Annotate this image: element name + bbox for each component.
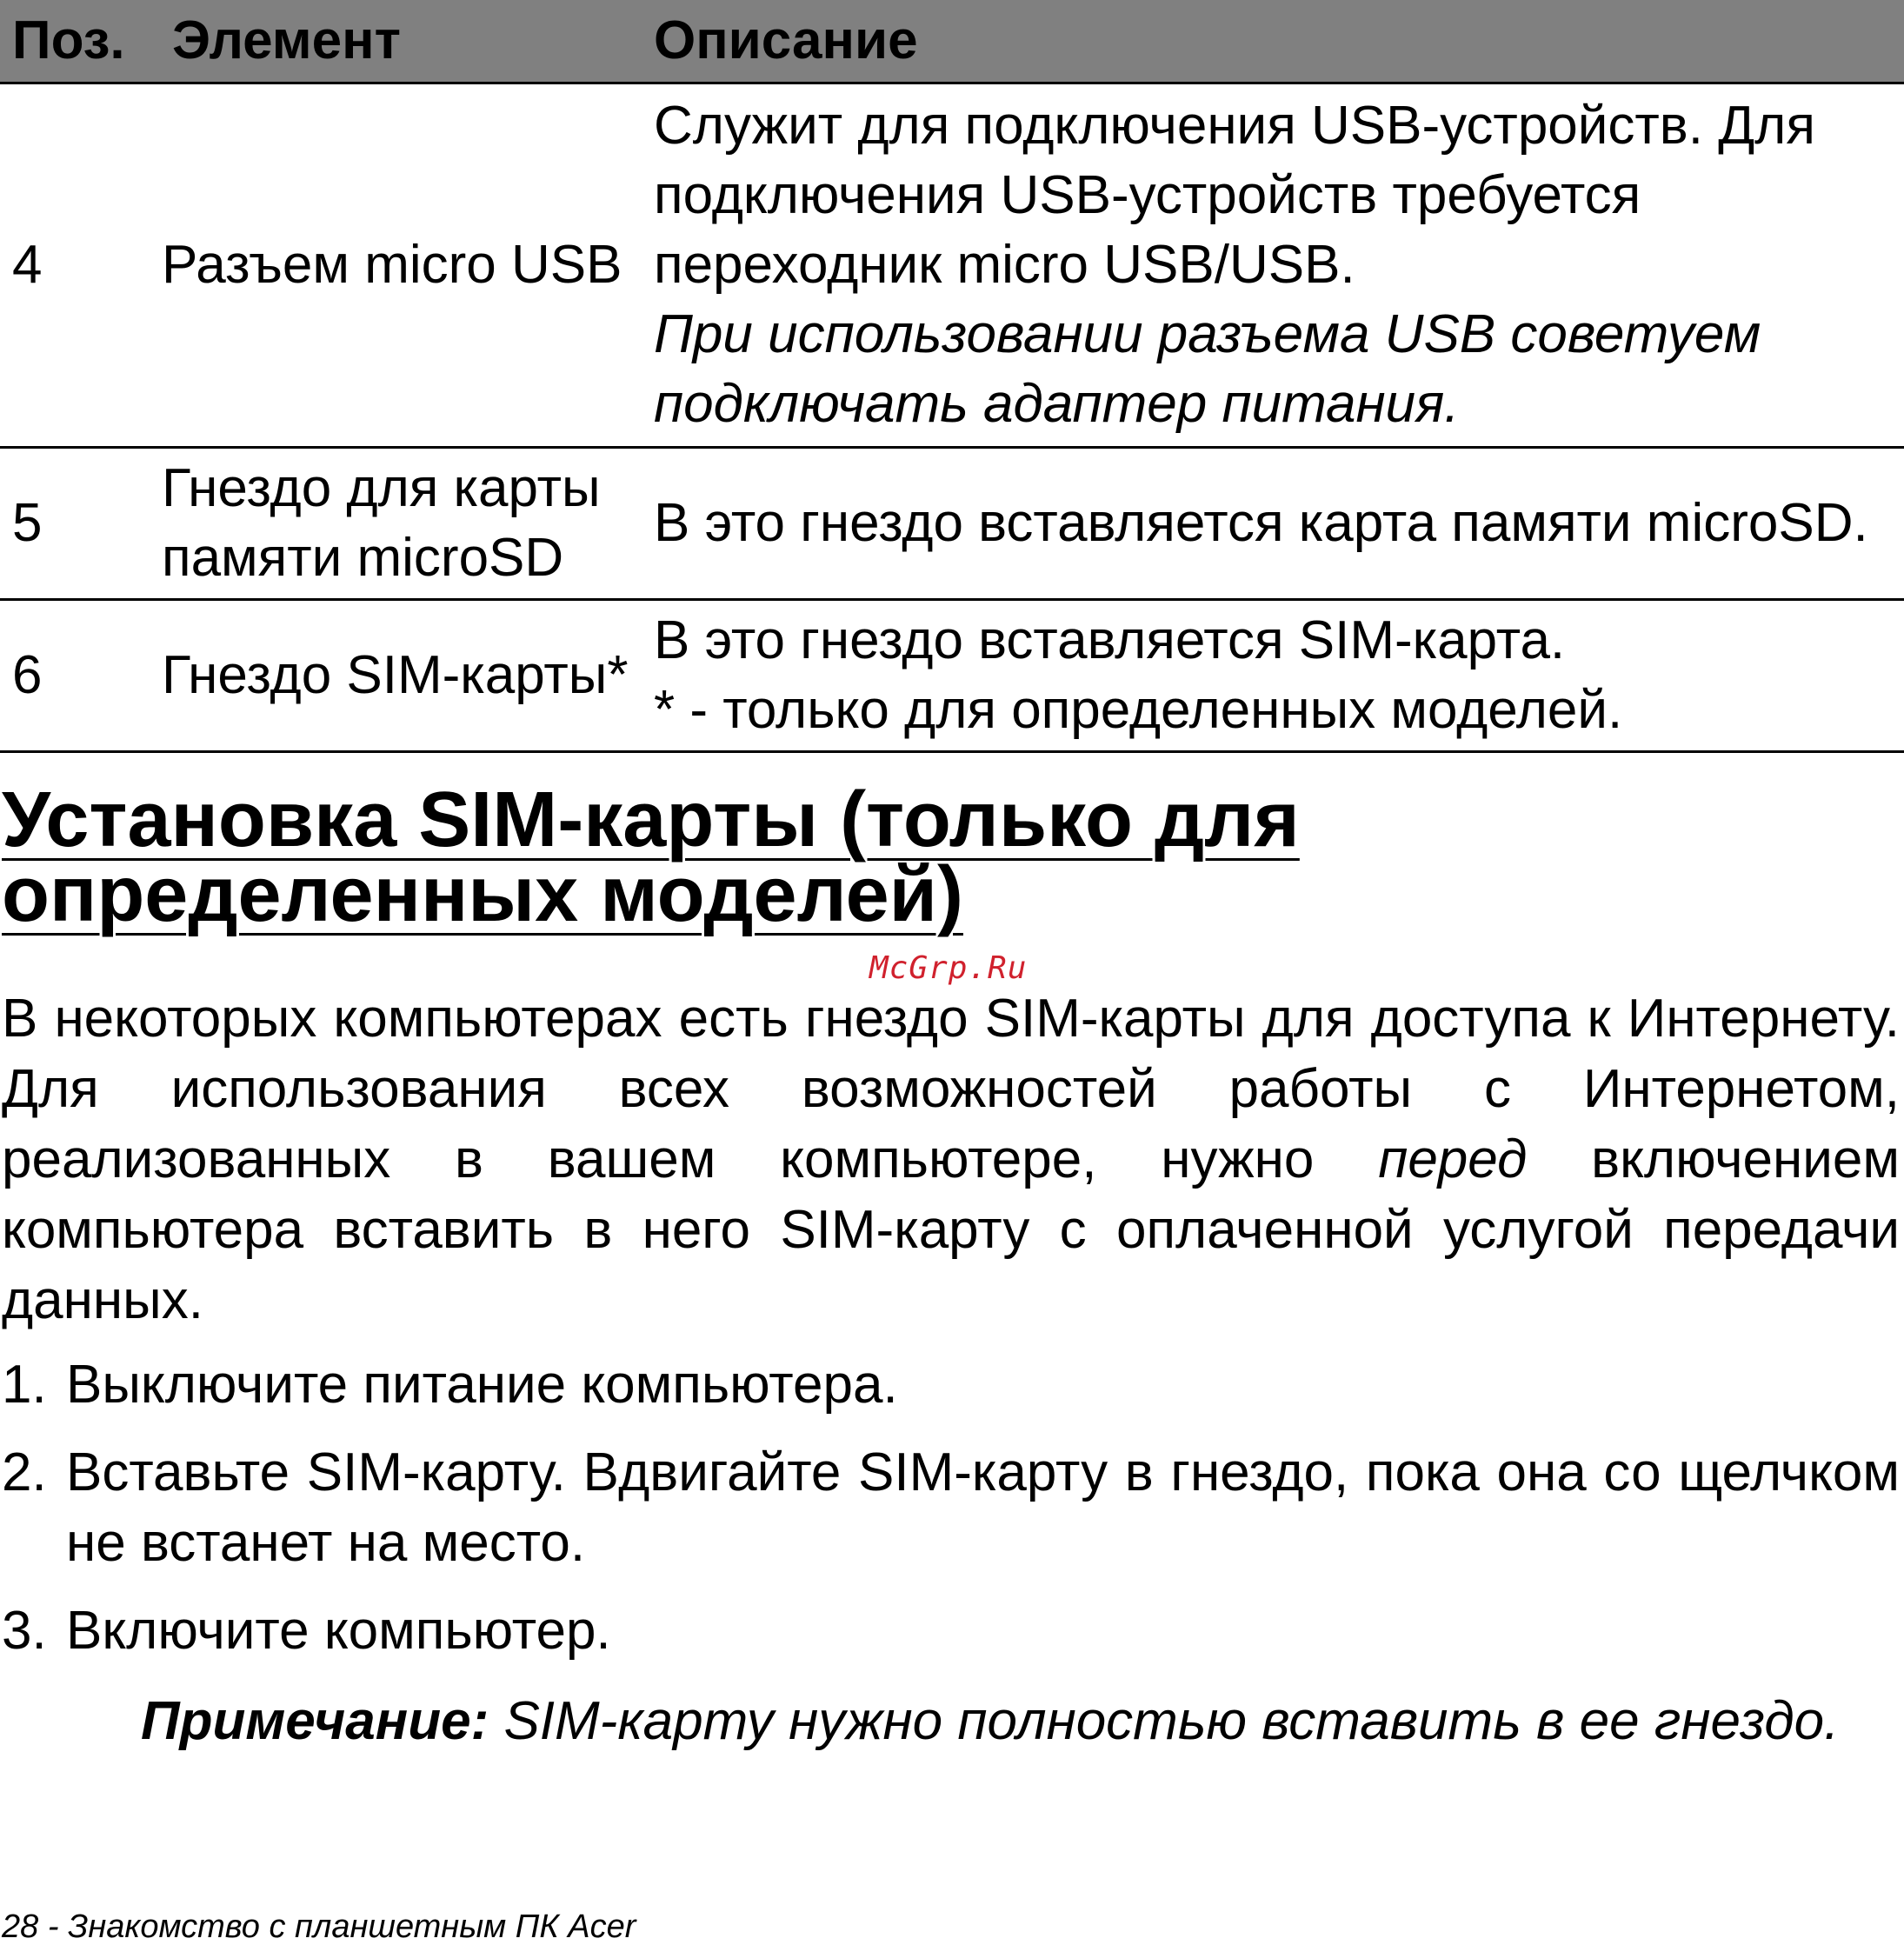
step-number: 1. — [2, 1355, 47, 1415]
row-pos: 5 — [0, 448, 162, 600]
description-note: При использовании разъема USB советуем подключать адаптер питания. — [654, 304, 1761, 434]
page-footer: 28 - Знакомство с планшетным ПК Acer — [2, 1908, 636, 1945]
header-element: Элемент — [162, 0, 654, 83]
table-row — [0, 600, 1904, 752]
row-description: В это гнездо вставляется карта памяти microSD. — [654, 448, 1904, 600]
list-item — [2, 1437, 1900, 1578]
step-number: 3. — [2, 1601, 47, 1661]
table-row — [0, 448, 1904, 600]
note-label: Примечание: — [141, 1691, 489, 1751]
row-description — [654, 83, 1904, 448]
description-footnote: * - только для определенных моделей. — [654, 680, 1623, 740]
watermark-link[interactable]: McGrp.Ru — [869, 950, 1028, 986]
header-pos: Поз. — [0, 0, 162, 83]
step-number: 2. — [2, 1442, 47, 1502]
table-row — [0, 83, 1904, 448]
description-text: Служит для подключения USB-устройств. Для подключения USB-устройств требуется переходник micro USB/USB. — [654, 96, 1815, 295]
intro-text-end: включением компьютера вставить в него SIM-карту с оплаченной услугой передачи данных. — [2, 1129, 1900, 1330]
row-element: Разъем micro USB — [162, 83, 654, 448]
header-description: Описание — [654, 0, 1904, 83]
note-paragraph — [141, 1686, 1900, 1756]
table-header-row — [0, 0, 1904, 83]
row-pos: 6 — [0, 600, 162, 752]
step-text: Включите компьютер. — [66, 1601, 611, 1661]
ports-table — [0, 0, 1904, 753]
step-text: Выключите питание компьютера. — [66, 1355, 898, 1415]
list-item — [2, 1349, 1900, 1420]
intro-text-start: В некоторых компьютерах есть гнездо SIM-карты для доступа к Интернету. Для использования всех возможностей работы с Интернетом, реализованных в вашем компьютере, нужно — [2, 989, 1900, 1189]
row-element: Гнездо для карты памяти microSD — [162, 448, 654, 600]
step-text: Вставьте SIM-карту. Вдвигайте SIM-карту в гнездо, пока она со щелчком не встанет на место. — [66, 1442, 1900, 1573]
section-heading — [2, 776, 1332, 938]
list-item — [2, 1595, 1900, 1666]
row-element: Гнездо SIM-карты* — [162, 600, 654, 752]
description-text: В это гнездо вставляется SIM-карта. — [654, 610, 1566, 670]
intro-paragraph — [2, 983, 1900, 1336]
row-description — [654, 600, 1904, 752]
intro-text-emphasis: перед — [1378, 1129, 1528, 1189]
steps-list — [2, 1349, 1900, 1683]
row-pos: 4 — [0, 83, 162, 448]
section-heading-text: Установка SIM-карты (только для определенных моделей) — [2, 776, 1300, 938]
note-text: SIM-карту нужно полностью вставить в ее гнездо. — [503, 1691, 1840, 1751]
